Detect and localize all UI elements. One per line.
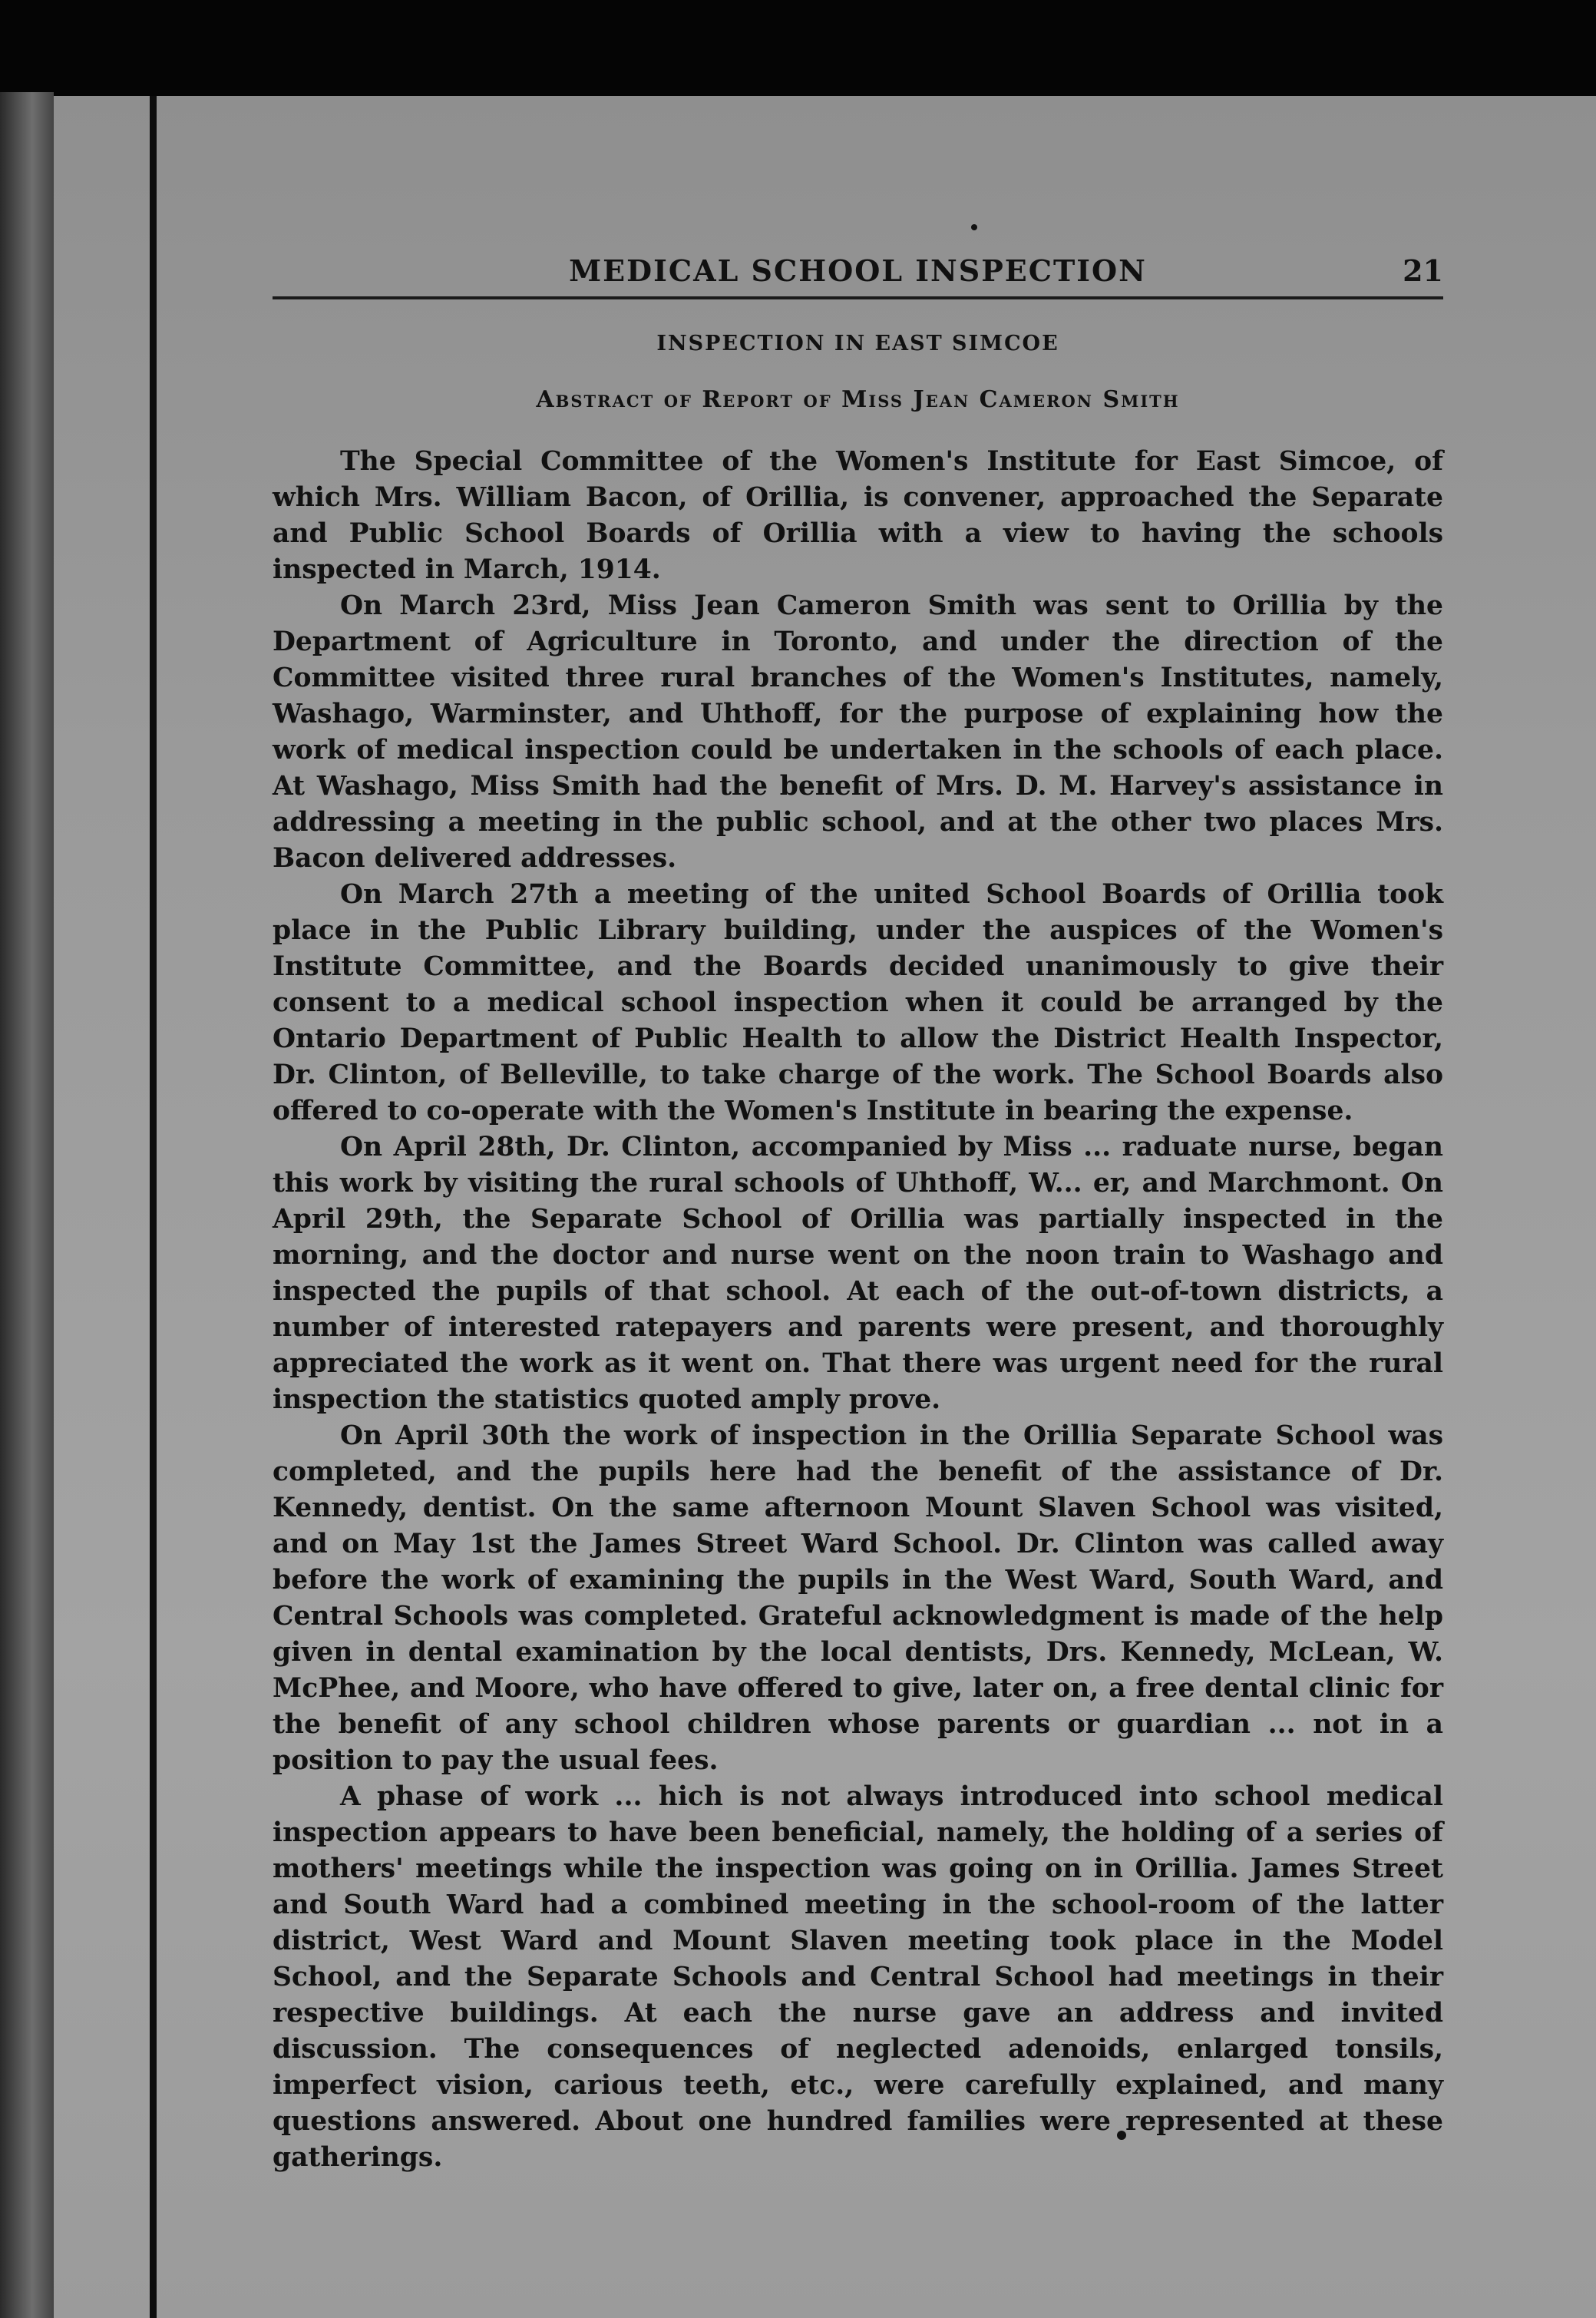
ink-speck-top <box>971 224 977 230</box>
page-header <box>273 253 1443 299</box>
running-title: MEDICAL SCHOOL INSPECTION <box>569 253 1147 288</box>
paragraph: On March 23rd, Miss Jean Cameron Smith was sent to Orillia by the Department of Agriculture in Toronto, and under the direction of the Committee visited three rural branches of the Women's Institutes, namely, Washago, Warminster, and Uhthoff, for the purpose of explaining how the work of medical inspection could be undertaken in the schools of each place. At Washago, Miss Smith had the benefit of Mrs. D. M. Harvey's assistance in addressing a meeting in the public school, and at the other two places Mrs. Bacon delivered addresses. <box>273 590 1443 874</box>
paragraph: On April 28th, Dr. Clinton, accompanied by Miss ... raduate nurse, began this work by visiting the rural schools of Uhthoff, W... er, and Marchmont. On April 29th, the Separate School of Orillia was partially inspected in the morning, and the doctor and nurse went on the noon train to Washago and inspected the pupils of that school. At each of the out-of-town districts, a number of interested ratepayers and parents were present, and thoroughly appreciated the work as it went on. That there was urgent need for the rural inspection the statistics quoted amply prove. <box>273 1132 1443 1415</box>
binding-gutter-line <box>150 96 157 2318</box>
paragraph: The Special Committee of the Women's Institute for East Simcoe, of which Mrs. William Bacon, of Orillia, is convener, approached the Separate and Public School Boards of Orillia with a view to having the schools inspected in March, 1914. <box>273 446 1443 585</box>
page-number: 21 <box>1403 253 1443 288</box>
article-body <box>273 444 1443 2176</box>
scan-left-edge <box>0 92 54 2318</box>
paragraph: A phase of work ... hich is not always introduced into school medical inspection appears to have been beneficial, namely, the holding of a series of mothers' meetings while the inspection was going on in Orillia. James Street and South Ward had a combined meeting in the school-room of the latter district, West Ward and Mount Slaven meeting took place in the Model School, and the Separate Schools and Central School had meetings in their respective buildings. At each the nurse gave an address and invited discussion. The consequences of neglected adenoids, enlarged tonsils, imperfect vision, carious teeth, etc., were carefully explained, and many questions answered. About one hundred families were represented at these gatherings. <box>273 1781 1443 2173</box>
paragraph: On March 27th a meeting of the united School Boards of Orillia took place in the Public Library building, under the auspices of the Women's Institute Committee, and the Boards decided unanimously to give their consent to a medical school inspection when it could be arranged by the Ontario Department of Public Health to allow the District Health Inspector, Dr. Clinton, of Belleville, to take charge of the work. The School Boards also offered to co-operate with the Women's Institute in bearing the expense. <box>273 879 1443 1126</box>
report-subtitle: Abstract of Report of Miss Jean Cameron Smith <box>536 386 1180 413</box>
paragraph: On April 30th the work of inspection in the Orillia Separate School was completed, and the pupils here had the benefit of the assistance of Dr. Kennedy, dentist. On the same afternoon Mount Slaven School was visited, and on May 1st the James Street Ward School. Dr. Clinton was called away before the work of examining the pupils in the West Ward, South Ward, and Central Schools was completed. Grateful acknowledgment is made of the help given in dental examination by the local dentists, Drs. Kennedy, McLean, W. McPhee, and Moore, who have offered to give, later on, a free dental clinic for the benefit of any school children whose parents or guardian ... not in a position to pay the usual fees. <box>273 1420 1443 1776</box>
page-content <box>273 253 1443 2176</box>
section-title: INSPECTION IN EAST SIMCOE <box>656 332 1059 355</box>
